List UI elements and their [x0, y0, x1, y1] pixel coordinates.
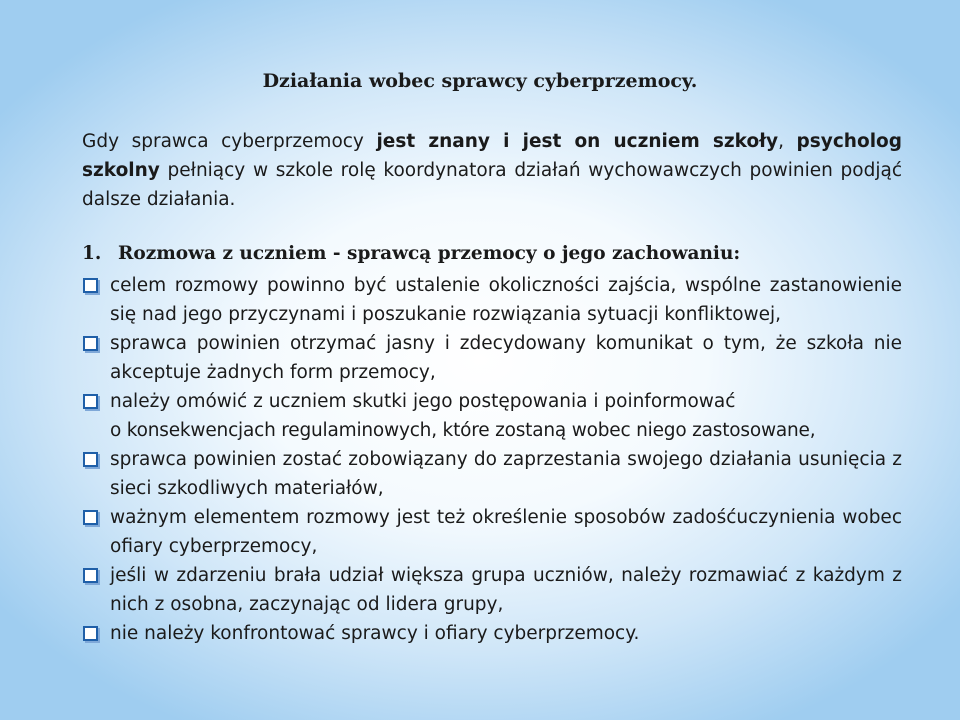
intro-text: pełniący w szkole rolę koordynatora działań wychowawczych powinien podjąć dalsze działania.: [82, 160, 902, 210]
point-heading: [82, 243, 902, 264]
list-item-text: nie należy konfrontować sprawcy i ofiary cyberprzemocy.: [110, 623, 640, 644]
list-item: [82, 503, 902, 561]
list-item-text: sprawca powinien otrzymać jasny i zdecydowany komunikat o tym, że szkoła nie akceptuje żadnych form przemocy,: [110, 333, 902, 383]
list-item: [82, 619, 902, 648]
list-item-text: sprawca powinien zostać zobowiązany do zaprzestania swojego działania usunięcia z sieci szkodliwych materiałów,: [110, 449, 902, 499]
list-item-text: celem rozmowy powinno być ustalenie okoliczności zajścia, wspólne zastanowienie się nad jego przyczynami i poszukanie rozwiązania sytuacji konfliktowej,: [110, 275, 902, 325]
list-item-text: ważnym elementem rozmowy jest też określenie sposobów zadośćuczynienia wobec ofiary cyberprzemocy,: [110, 507, 902, 557]
list-item: [82, 271, 902, 329]
intro-bold-text: psycholog szkolny: [82, 131, 902, 181]
list-item: [82, 561, 902, 619]
intro-bold-text: jest znany i jest on uczniem szkoły: [376, 131, 779, 152]
checkbox-square-icon: [83, 452, 98, 467]
intro-text: Gdy sprawca cyberprzemocy: [82, 131, 377, 152]
bullet-list: [82, 271, 902, 648]
list-item-text: o konsekwencjach regulaminowych, które zostaną wobec niego zastosowane,: [110, 420, 816, 441]
list-item: [82, 387, 902, 416]
checkbox-square-icon: [83, 336, 98, 351]
list-item: [82, 329, 902, 387]
list-item: [82, 445, 902, 503]
list-item-text: jeśli w zdarzeniu brała udział większa grupa uczniów, należy rozmawiać z każdym z nich z osobna, zaczynając od lidera grupy,: [110, 565, 902, 615]
slide-title: Działania wobec sprawcy cyberprzemocy.: [262, 70, 698, 92]
checkbox-square-icon: [83, 568, 98, 583]
point-heading-text: Rozmowa z uczniem - sprawcą przemocy o jego zachowaniu:: [118, 243, 741, 264]
point-number: 1.: [82, 243, 102, 264]
checkbox-square-icon: [83, 278, 98, 293]
intro-text: ,: [778, 131, 797, 152]
intro-paragraph: [82, 127, 902, 214]
checkbox-square-icon: [83, 626, 98, 641]
list-item-text: należy omówić z uczniem skutki jego postępowania i poinformować: [110, 391, 736, 412]
checkbox-square-icon: [83, 510, 98, 525]
checkbox-square-icon: [83, 394, 98, 409]
list-item-continuation: [82, 416, 902, 445]
